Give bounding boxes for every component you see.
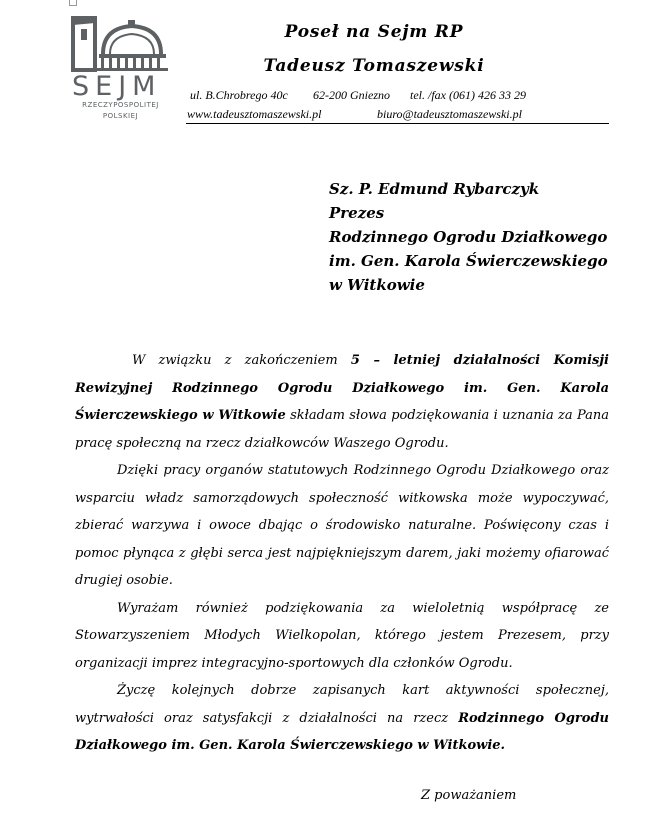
closing-salutation: Z poważaniem: [421, 788, 517, 803]
header-name: Tadeusz Tomaszewski: [263, 56, 485, 76]
letter-body: [75, 347, 609, 760]
header-website: www.tadeusztomaszewski.pl: [187, 107, 322, 121]
paragraph-1: [75, 347, 609, 457]
sejm-logo: [70, 14, 172, 126]
paragraph-4: [75, 677, 609, 760]
header-postal: 62-200 Gniezno: [313, 88, 390, 102]
addressee-line: Prezes: [329, 204, 385, 222]
addressee-line: Sz. P. Edmund Rybarczyk: [329, 180, 540, 198]
header-address: ul. B.Chrobrego 40c: [190, 88, 288, 102]
header-phone: tel. /fax (061) 426 33 29: [410, 88, 526, 102]
paragraph-4-bold: Rodzinnego Ogrodu Działkowego im. Gen. Karola Świerczewskiego w Witkowie.: [75, 710, 609, 753]
logo-subtitle-line2: POLSKIEJ: [102, 112, 139, 120]
paragraph-1-rest: składam słowa podziękowania i uznania za Pana pracę społeczną na rzecz działkowców Waszego Ogrodu.: [75, 408, 609, 451]
header-rule: [186, 123, 609, 124]
header-email: biuro@tadeusztomaszewski.pl: [377, 107, 522, 121]
paragraph-4-text: Życzę kolejnych dobrze zapisanych kart aktywności społecznej, wytrwałości oraz satysfakcji z działalności na rzecz: [75, 683, 609, 726]
header-title: Poseł na Sejm RP: [284, 22, 464, 42]
paragraph-3: Wyrażam również podziękowania za wieloletnią współpracę ze Stowarzyszeniem Młodych Wielkopolan, którego jestem Prezesem, przy organizacji imprez integracyjno-sportowych dla członków Ogrodu.: [75, 600, 609, 671]
addressee-line: im. Gen. Karola Świerczewskiego: [329, 252, 608, 270]
addressee-line: Rodzinnego Ogrodu Działkowego: [329, 228, 608, 246]
addressee-block: [329, 177, 629, 297]
paragraph-1-bold: 5 – letniej działalności Komisji Rewizyjnej Rodzinnego Ogrodu Działkowego im. Gen. Karola Świerczewskiego w Witkowie: [75, 353, 609, 423]
addressee-line: w Witkowie: [329, 276, 425, 294]
paragraph-2: Dzięki pracy organów statutowych Rodzinnego Ogrodu Działkowego oraz wsparciu władz samorządowych społeczność witkowska może wypoczywać, zbierać warzywa i owoce dbając o środowisko naturalne. Poświęcony czas i pomoc płynąca z głębi serca jest najpiękniejszym darem, jaki możemy ofiarować drugiej osobie.: [75, 463, 609, 588]
paragraph-1-intro: W związku z zakończeniem: [132, 353, 351, 368]
sejm-building-icon: [70, 14, 170, 72]
page-corner-marker: [69, 0, 77, 6]
logo-wordmark: SEJM: [72, 71, 162, 102]
logo-subtitle-line1: RZECZYPOSPOLITEJ: [82, 101, 159, 109]
